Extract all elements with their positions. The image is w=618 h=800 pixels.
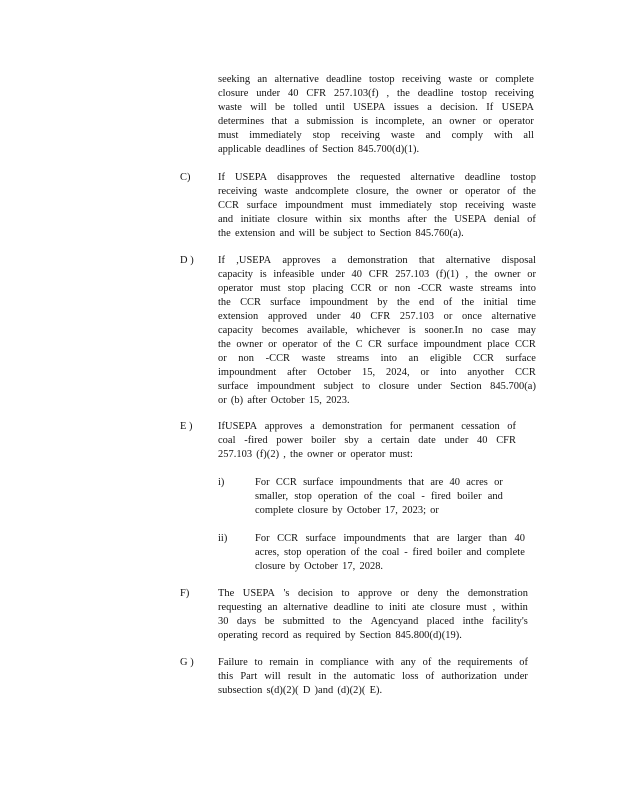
item-f-line: The USEPA 's decision to approve or deny the demonstration xyxy=(218,588,528,599)
item-d-label: D ) xyxy=(180,255,194,266)
item-e-line: IfUSEPA approves a demonstration for permanent cessation of xyxy=(218,421,516,432)
subitem-ii-paragraph xyxy=(255,532,525,574)
item-d-line: operator must stop placing CCR or non -CCR waste streams into xyxy=(218,283,536,294)
intro-line: must immediately stop receiving waste and comply with all xyxy=(218,130,534,141)
item-g-line: this Part will result in the automatic loss of authorization under xyxy=(218,671,528,682)
item-d-line: the CCR surface impoundment by the end of the initial time xyxy=(218,297,536,308)
item-c-line: the extension and will be subject to Section 845.760(a). xyxy=(218,228,464,239)
item-c-line: and initiate closure within six months after the USEPA denial of xyxy=(218,214,536,225)
intro-line: applicable deadlines of Section 845.700(d)(1). xyxy=(218,144,420,155)
item-e-line: coal -fired power boiler sby a certain date under 40 CFR xyxy=(218,435,516,446)
item-c-line: CCR surface impoundment must immediately stop receiving waste xyxy=(218,200,536,211)
item-f-line: 30 days be submitted to the Agencyand placed inthe facility's xyxy=(218,616,528,627)
subitem-ii-label: ii) xyxy=(218,533,228,544)
intro-paragraph xyxy=(218,73,534,157)
item-c-line: receiving waste andcomplete closure, the owner or operator of the xyxy=(218,186,536,197)
item-d-line: or (b) after October 15, 2023. xyxy=(218,395,350,406)
item-d-line: or non -CCR waste streams into an eligible CCR surface xyxy=(218,353,536,364)
item-f-line: requesting an alternative deadline to initi ate closure must , within xyxy=(218,602,528,613)
item-e-line: 257.103 (f)(2) , the owner or operator must: xyxy=(218,449,413,460)
intro-line: waste will be tolled until USEPA issues a decision. If USEPA xyxy=(218,102,534,113)
intro-line: determines that a submission is incomplete, an owner or operator xyxy=(218,116,534,127)
item-d-line: capacity becomes available, whichever is sooner.In no case may xyxy=(218,325,536,336)
item-f-label: F) xyxy=(180,588,190,599)
subitem-i-line: For CCR surface impoundments that are 40 acres or xyxy=(255,477,503,488)
item-g-line: subsection s(d)(2)( D )and (d)(2)( E). xyxy=(218,685,383,696)
item-d-line: extension approved under 40 CFR 257.103 or once alternative xyxy=(218,311,536,322)
intro-line: seeking an alternative deadline tostop receiving waste or complete xyxy=(218,74,534,85)
item-c-paragraph xyxy=(218,171,536,241)
item-g-line: Failure to remain in compliance with any of the requirements of xyxy=(218,657,528,668)
subitem-ii-line: acres, stop operation of the coal - fired boiler and complete xyxy=(255,547,525,558)
subitem-i-label: i) xyxy=(218,477,225,488)
item-d-paragraph xyxy=(218,254,536,408)
item-e-label: E ) xyxy=(180,421,193,432)
item-c-line: If USEPA disapproves the requested alternative deadline tostop xyxy=(218,172,536,183)
item-f-line: operating record as required by Section 845.800(d)(19). xyxy=(218,630,462,641)
item-d-line: If ,USEPA approves a demonstration that alternative disposal xyxy=(218,255,536,266)
item-f-paragraph xyxy=(218,587,528,643)
subitem-ii-line: closure by October 17, 2028. xyxy=(255,561,384,572)
item-d-line: capacity is infeasible under 40 CFR 257.103 (f)(1) , the owner or xyxy=(218,269,536,280)
item-d-line: impoundment after October 15, 2024, or into anyother CCR xyxy=(218,367,536,378)
item-e-paragraph xyxy=(218,420,516,462)
item-g-paragraph xyxy=(218,656,528,698)
subitem-i-paragraph xyxy=(255,476,503,518)
subitem-i-line: smaller, stop operation of the coal - fired boiler and xyxy=(255,491,503,502)
subitem-i-line: complete closure by October 17, 2023; or xyxy=(255,505,439,516)
item-d-line: the owner or operator of the C CR surface impoundment place CCR xyxy=(218,339,536,350)
item-d-line: surface impoundment subject to closure under Section 845.700(a) xyxy=(218,381,536,392)
subitem-ii-line: For CCR surface impoundments that are larger than 40 xyxy=(255,533,525,544)
intro-line: closure under 40 CFR 257.103(f) , the deadline tostop receiving xyxy=(218,88,534,99)
item-c-label: C) xyxy=(180,172,191,183)
item-g-label: G ) xyxy=(180,657,194,668)
